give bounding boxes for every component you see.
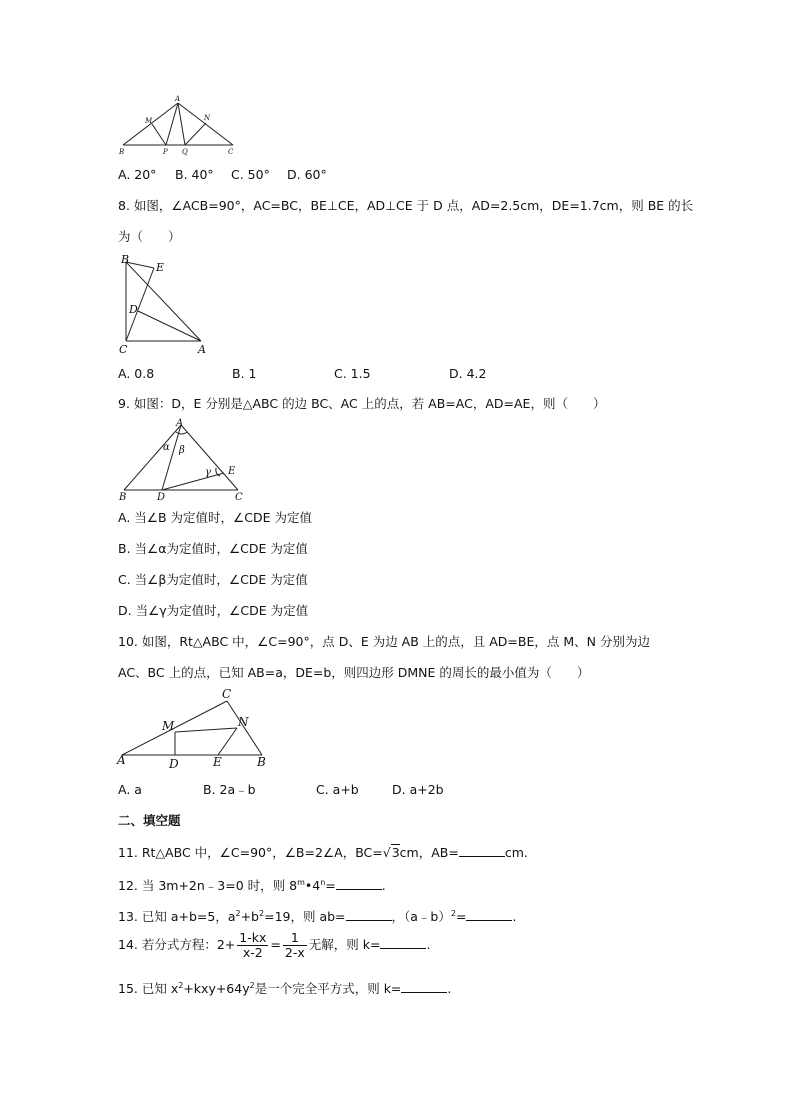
q10-label-M: M [162, 719, 175, 733]
q15-answer-blank[interactable] [401, 980, 447, 993]
q7-label-N: N [204, 114, 211, 122]
q10-label-B: B [257, 755, 266, 769]
q10-figure [116, 688, 272, 772]
q12-text-mid: •4 [304, 878, 321, 894]
q12-sup-n: n [320, 878, 326, 887]
q7-label-Q: Q [182, 148, 188, 156]
q7-option-a: A. 20° [118, 167, 157, 182]
q8-label-A: A [198, 343, 206, 356]
q13-text-end: . [512, 909, 517, 925]
q14-fraction-2 [283, 931, 307, 960]
q10-question-line1: 10. 如图，Rt△ABC 中，∠C=90°，点 D、E 为边 AB 上的点，且 AD=BE，点 M、N 分别为边 [118, 634, 650, 649]
q7-label-C: C [228, 148, 234, 156]
q13-sup-2: 2 [259, 909, 265, 918]
q7-option-c: C. 50° [231, 167, 270, 182]
q12-sup-m: m [297, 878, 305, 887]
q15-question [118, 978, 451, 997]
q14-text-pre: 14. 若分式方程：2+ [118, 937, 236, 952]
q11-question [118, 844, 528, 861]
q8-question-line1: 8. 如图，∠ACB=90°，AC=BC，BE⊥CE，AD⊥CE 于 D 点，AD=2.5cm，DE=1.7cm，则 BE 的长 [118, 198, 694, 213]
q8-option-b: B. 1 [232, 366, 257, 381]
q8-question-line2: 为（ ） [118, 229, 181, 244]
q10-question-line2: AC、BC 上的点，已知 AB=a，DE=b，则四边形 DMNE 的周长的最小值为（ ） [118, 665, 590, 680]
q8-label-E: E [156, 261, 165, 274]
q11-text-mid: cm，AB= [399, 845, 459, 860]
q14-frac2-denominator: 2-x [284, 945, 305, 960]
q14-answer-blank[interactable] [380, 936, 426, 949]
q15-sup-2: 2 [249, 981, 255, 990]
q14-text-post: 无解，则 k= [308, 937, 381, 952]
q10-option-a: A. a [118, 782, 142, 797]
q7-label-B: B [119, 148, 125, 156]
q14-frac1-denominator: x-2 [242, 945, 263, 960]
q7-figure [118, 96, 238, 156]
q12-text-pre: 12. 当 3m+2n﹣3=0 时，则 8 [118, 878, 298, 894]
q7-label-P: P [163, 148, 168, 156]
q8-figure [116, 254, 216, 356]
q10-label-A: A [117, 753, 126, 767]
q15-text-pre: 15. 已知 x [118, 981, 179, 997]
q15-text-post: 是一个完全平方式，则 k= [254, 981, 402, 997]
q9-label-A: A [176, 418, 184, 429]
q13-question [118, 906, 516, 925]
q14-frac2-numerator: 1 [283, 931, 307, 946]
q9-label-beta: β [179, 445, 185, 456]
q13-answer-blank-ab[interactable] [346, 908, 392, 921]
q10-label-D: D [169, 757, 179, 771]
q9-option-b: B. 当∠α为定值时，∠CDE 为定值 [118, 541, 308, 556]
q15-text-end: . [447, 981, 452, 997]
q11-answer-blank[interactable] [459, 844, 505, 857]
q9-figure [116, 418, 250, 502]
q13-text-mid3: ，（a﹣b） [391, 909, 451, 925]
q8-option-d: D. 4.2 [449, 366, 487, 381]
q10-label-C: C [222, 687, 232, 701]
q7-option-d: D. 60° [287, 167, 327, 182]
q9-option-d: D. 当∠γ为定值时，∠CDE 为定值 [118, 603, 309, 618]
q10-option-d: D. a+2b [392, 782, 444, 797]
q12-text-post: = [325, 878, 336, 894]
q8-label-D: D [129, 303, 138, 316]
q11-sqrt-arg: 3 [391, 845, 400, 860]
q13-text-mid1: +b [240, 909, 259, 925]
q12-answer-blank[interactable] [336, 877, 382, 890]
q11-text-post: cm. [504, 845, 528, 860]
q15-sup-1: 2 [178, 981, 184, 990]
q14-frac1-numerator: 1-kx [239, 930, 267, 945]
q9-question: 9. 如图：D，E 分别是△ABC 的边 BC、AC 上的点，若 AB=AC，AD=AE，则（ ） [118, 396, 606, 411]
q13-text-mid4: = [455, 909, 467, 925]
q10-option-c: C. a+b [316, 782, 359, 797]
q11-text-pre: 11. Rt△ABC 中，∠C=90°，∠B=2∠A，BC= [118, 845, 383, 860]
q7-label-A: A [175, 95, 181, 103]
section-title-fill-in: 二、填空题 [118, 813, 181, 828]
q9-option-a: A. 当∠B 为定值时，∠CDE 为定值 [118, 510, 312, 525]
q10-label-E: E [213, 755, 222, 769]
q9-label-alpha: α [163, 442, 170, 453]
q12-text-end: . [381, 878, 386, 894]
q9-label-C: C [235, 492, 243, 503]
q9-option-c: C. 当∠β为定值时，∠CDE 为定值 [118, 572, 308, 587]
q13-text-mid2: =19，则 ab= [264, 909, 346, 925]
q13-answer-blank-square[interactable] [466, 908, 512, 921]
q9-label-gamma: γ [205, 467, 211, 478]
q8-label-C: C [119, 343, 128, 356]
q10-label-N: N [238, 715, 249, 729]
q14-question [118, 930, 430, 960]
q14-equals: = [270, 937, 281, 952]
q9-label-E: E [228, 466, 236, 477]
q7-label-M: M [145, 117, 153, 125]
q12-question [118, 875, 386, 894]
q7-option-b: B. 40° [175, 167, 214, 182]
q8-option-a: A. 0.8 [118, 366, 155, 381]
q14-fraction-1 [237, 931, 268, 960]
q10-option-b: B. 2a﹣b [203, 782, 256, 797]
q15-text-mid1: +kxy+64y [183, 981, 250, 997]
q13-text-pre: 13. 已知 a+b=5，a [118, 909, 236, 925]
q13-sup-1: 2 [235, 909, 241, 918]
q11-sqrt-sign: √ [382, 845, 391, 860]
q14-text-end: . [426, 937, 431, 952]
q13-sup-3: 2 [450, 909, 456, 918]
q8-option-c: C. 1.5 [334, 366, 371, 381]
q9-label-B: B [119, 492, 127, 503]
q8-label-B: B [121, 253, 130, 266]
q9-label-D: D [157, 492, 166, 503]
